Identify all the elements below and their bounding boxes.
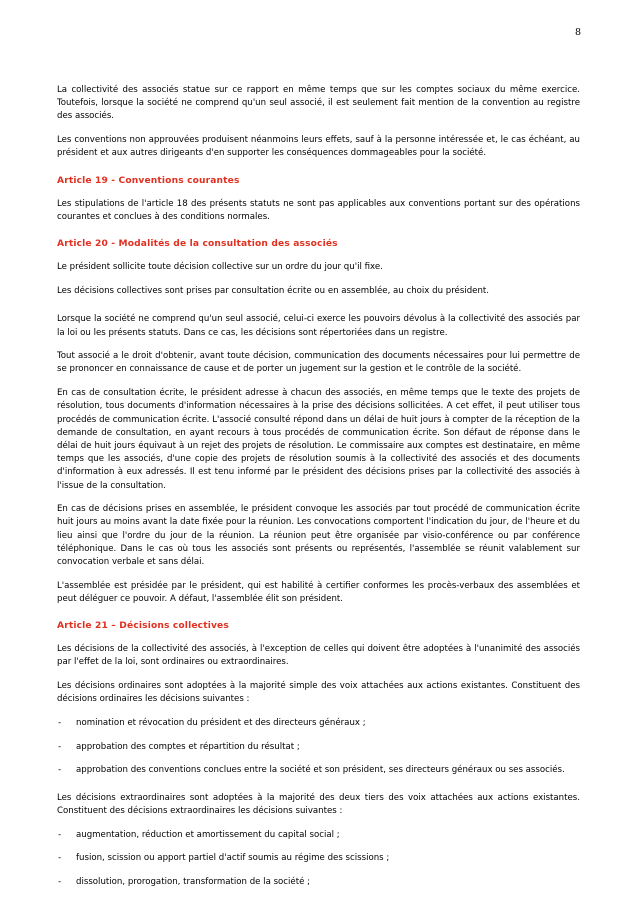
page-content [57, 84, 580, 900]
dash-marker-icon: - [58, 765, 62, 776]
paragraph-stipulations-article-18: Les stipulations de l'article 18 des présents statuts ne sont pas applicables aux conventions portant sur des opérations courantes et conclues à des conditions normales. [57, 198, 580, 222]
dash-marker-icon: - [58, 829, 62, 840]
list-item [57, 829, 580, 842]
list-item [57, 717, 580, 730]
heading-article-21: Article 21 – Décisions collectives [57, 621, 229, 632]
page-number: 8 [574, 27, 581, 38]
paragraph-lorsque-societe-seul-associe: Lorsque la société ne comprend qu'un seul associé, celui-ci exerce les pouvoirs dévolus à la collectivité des associés par la loi ou les présents statuts. Dans ce cas, les décisions sont répertoriées dans un registre. [57, 314, 580, 338]
list-decisions-extraordinaires [57, 829, 580, 890]
list-decisions-ordinaires [57, 717, 580, 778]
paragraph-decisions-ordinaires-intro: Les décisions ordinaires sont adoptées à la majorité simple des voix attachées aux actions existantes. Constituent des décisions ordinaires les décisions suivantes : [57, 681, 580, 705]
dash-marker-icon: - [58, 718, 62, 728]
paragraph-tout-associe-droit-obtenir: Tout associé a le droit d'obtenir, avant toute décision, communication des documents nécessaires pour lui permettre de se prononcer en connaissance de cause et de porter un jugement sur la gestion et le contrôle de la société. [57, 351, 580, 375]
paragraph-assemblee-presidee: L'assemblée est présidée par le président, qui est habilité à certifier conformes les procès-verbaux des assemblées et peut déléguer ce pouvoir. A défaut, l'assemblée élit son président. [57, 580, 580, 604]
dash-marker-icon: - [58, 853, 62, 864]
paragraph-decisions-exception-unanimite: Les décisions de la collectivité des associés, à l'exception de celles qui doivent être adoptées à l'unanimité des associés par l'effet de la loi, sont ordinaires ou extraordinaires. [57, 644, 580, 668]
list-item-label: approbation des conventions conclues entre la société et son président, ses directeurs généraux ou ses associés. [76, 765, 565, 776]
paragraph-assemblee-convocation: En cas de décisions prises en assemblée, le président convoque les associés par tout procédé de communication écrite huit jours au moins avant la date fixée pour la réunion. Les convocations comportent l'indication du jour, de l'heure et du lieu ainsi que l'ordre du jour de la réunion. La réunion peut être organisée par visio-conférence ou par conférence téléphonique. Dans le cas où tous les associés sont présents ou représentés, l'assemblée se réunit valablement sur convocation verbale et sans délai. [57, 504, 580, 568]
paragraph-president-sollicite: Le président sollicite toute décision collective sur un ordre du jour qu'il fixe. [57, 261, 383, 272]
list-item-label: fusion, scission ou apport partiel d'actif soumis au régime des scissions ; [76, 853, 390, 864]
list-item-label: augmentation, réduction et amortissement du capital social ; [76, 829, 340, 840]
paragraph-collectivite-associes: La collectivité des associés statue sur ce rapport en même temps que sur les comptes sociaux du même exercice. Toutefois, lorsque la société ne comprend qu'un seul associé, il est seulement fait mention de la convention au registre des associés. [57, 85, 580, 122]
list-item [57, 852, 580, 865]
paragraph-consultation-ecrite: En cas de consultation écrite, le président adresse à chacun des associés, en même temps que le texte des projets de résolution, tous documents d'information nécessaires à la prise des décisions sollicitées. A cet effet, il peut utiliser tous procédés de communication écrite. L'associé consulté répond dans un délai de huit jours à compter de la réception de la demande de consultation, en ayant recours à tous procédés de communication écrite. Son défaut de réponse dans le délai de huit jours équivaut à un rejet des projets de résolution. Le commissaire aux comptes est destinataire, en même temps que les associés, d'une copie des projets de résolution soumis à la collectivité des associés et des documents d'information à eux adressés. Il est tenu informé par le président des décisions prises par la collectivité des associés à l'issue de la consultation. [57, 388, 580, 491]
list-item-label: approbation des comptes et répartition du résultat ; [76, 741, 300, 752]
list-item [57, 741, 580, 754]
heading-article-19: Article 19 - Conventions courantes [57, 175, 240, 186]
paragraph-decisions-collectives-prises: Les décisions collectives sont prises par consultation écrite ou en assemblée, au choix du président. [57, 285, 489, 296]
dash-marker-icon: - [58, 741, 62, 752]
list-item-label: nomination et révocation du président et des directeurs généraux ; [76, 718, 366, 728]
paragraph-decisions-extraordinaires-intro: Les décisions extraordinaires sont adoptées à la majorité des deux tiers des voix attachées aux actions existantes. Constituent des décisions extraordinaires les décisions suivantes : [57, 792, 580, 816]
dash-marker-icon: - [58, 876, 62, 887]
list-item [57, 764, 580, 777]
paragraph-conventions-non-approuvees: Les conventions non approuvées produisent néanmoins leurs effets, sauf à la personne intéressée et, le cas échéant, au président et aux autres dirigeants d'en supporter les conséquences dommageables pour la société. [57, 135, 580, 159]
heading-article-20: Article 20 - Modalités de la consultation des associés [57, 238, 338, 249]
list-item [57, 876, 580, 889]
list-item-label: dissolution, prorogation, transformation de la société ; [76, 876, 310, 887]
